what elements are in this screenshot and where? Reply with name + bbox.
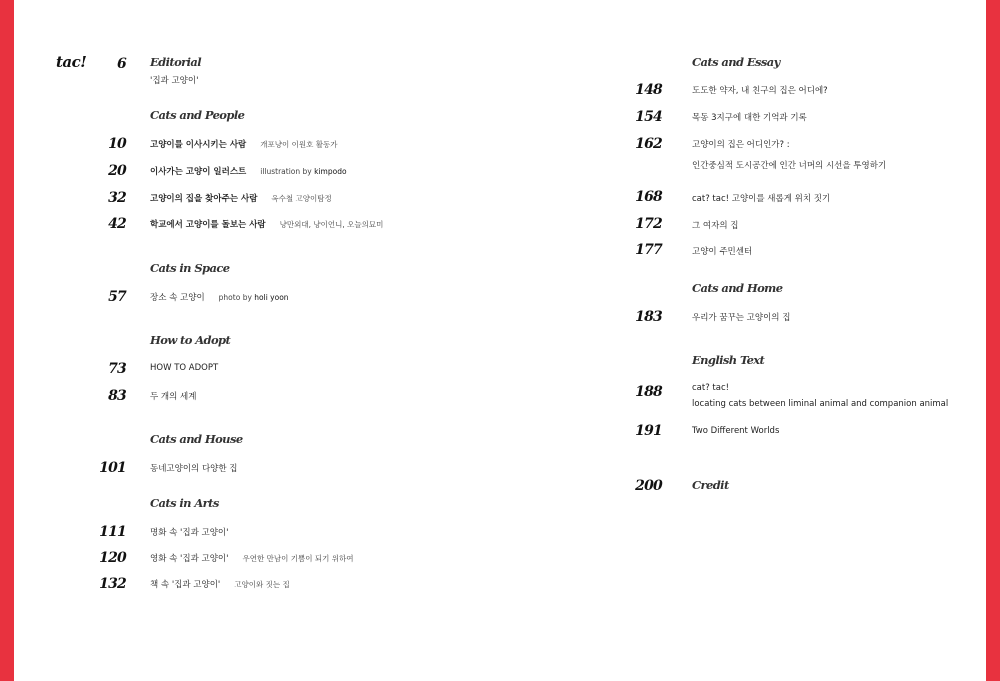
toc-entry[interactable] — [150, 165, 347, 177]
toc-entry-subtitle: 개포냥이 이원호 활동가 — [260, 140, 338, 149]
section-heading-cats-in-arts: Cats in Arts — [150, 496, 219, 510]
page-number: 200 — [635, 478, 662, 494]
toc-entry-title[interactable]: HOW TO ADOPT — [150, 363, 219, 373]
red-edge-right — [986, 0, 1000, 681]
section-heading-cats-and-home: Cats and Home — [692, 281, 783, 295]
toc-entry-title: '집과 고양이' — [150, 76, 199, 86]
toc-entry-title: 영화 속 '집과 고양이' — [150, 554, 229, 564]
toc-entry-title[interactable]: 목동 3지구에 대한 기억과 기록 — [692, 113, 807, 123]
page-number: 101 — [99, 460, 126, 476]
brand-logo: tac! — [56, 53, 87, 71]
toc-entry[interactable] — [150, 578, 290, 590]
page-number: 191 — [635, 423, 662, 439]
toc-entry-title[interactable]: Two Different Worlds — [692, 426, 780, 436]
page-number: 111 — [99, 524, 126, 540]
toc-entry-title[interactable]: 동네고양이의 다양한 집 — [150, 464, 238, 474]
toc-entry[interactable] — [150, 552, 353, 564]
section-heading-credit[interactable]: Credit — [692, 478, 729, 492]
toc-entry-title: 이사가는 고양이 일러스트 — [150, 167, 247, 177]
toc-entry-title[interactable]: cat? tac! — [692, 383, 730, 393]
toc-entry-title[interactable]: 고양이 주민센터 — [692, 247, 753, 257]
toc-entry-title[interactable]: 명화 속 '집과 고양이' — [150, 528, 229, 538]
section-heading-cats-in-space: Cats in Space — [150, 261, 230, 275]
toc-entry-title: 장소 속 고양이 — [150, 293, 205, 303]
toc-entry[interactable] — [150, 218, 383, 230]
page-number: 6 — [117, 56, 126, 72]
toc-entry-title: 책 속 '집과 고양이' — [150, 580, 221, 590]
section-heading-editorial: Editorial — [150, 55, 202, 69]
page-number: 148 — [635, 82, 662, 98]
page-number: 57 — [108, 289, 126, 305]
page-number: 32 — [108, 190, 126, 206]
page-number: 154 — [635, 109, 662, 125]
toc-entry[interactable] — [150, 192, 332, 204]
page-number: 42 — [108, 216, 126, 232]
credit-prefix: illustration by — [260, 167, 312, 176]
section-heading-cats-and-people: Cats and People — [150, 108, 245, 122]
toc-entry-title: 학교에서 고양이를 돌보는 사람 — [150, 220, 266, 230]
toc-entry-title[interactable]: cat? tac! 고양이를 새롭게 위치 짓기 — [692, 194, 831, 204]
toc-entry-subtitle: 고양이와 짓는 집 — [234, 580, 290, 589]
section-heading-english-text: English Text — [692, 353, 765, 367]
toc-entry-title-line2: locating cats between liminal animal and companion animal — [692, 399, 949, 409]
toc-entry-subtitle: 냥만외대, 냥이언니, 오늘의묘미 — [279, 220, 384, 229]
credit-name: kimpodo — [314, 167, 347, 176]
page-number: 183 — [635, 309, 662, 325]
section-heading-cats-and-house: Cats and House — [150, 432, 243, 446]
credit-name: holi yoon — [254, 293, 289, 302]
toc-entry[interactable] — [150, 291, 289, 303]
page-number: 168 — [635, 189, 662, 205]
page-number: 120 — [99, 550, 126, 566]
toc-entry-subtitle: 우연한 만남이 기쁨이 되기 위하여 — [242, 554, 354, 563]
section-heading-cats-and-essay: Cats and Essay — [692, 55, 780, 69]
toc-entry-title: 고양이를 이사시키는 사람 — [150, 140, 247, 150]
toc-entry-title-line2: 인간중심적 도시공간에 인간 너머의 시선을 투영하기 — [692, 161, 887, 171]
toc-entry-title[interactable]: 고양이의 집은 어디인가? : — [692, 140, 790, 150]
toc-entry-title[interactable]: 그 여자의 집 — [692, 221, 739, 231]
section-heading-how-to-adopt: How to Adopt — [150, 333, 231, 347]
credit-prefix: photo by — [218, 293, 252, 302]
toc-entry-title: 고양이의 집을 찾아주는 사람 — [150, 194, 258, 204]
red-edge-left — [0, 0, 14, 681]
toc-entry-title[interactable]: 두 개의 세계 — [150, 392, 197, 402]
page-number: 132 — [99, 576, 126, 592]
page-number: 177 — [635, 242, 662, 258]
page-number: 188 — [635, 384, 662, 400]
page-number: 20 — [108, 163, 126, 179]
toc-entry[interactable] — [150, 138, 337, 150]
toc-entry-title[interactable]: 우리가 꿈꾸는 고양이의 집 — [692, 313, 791, 323]
page-number: 162 — [635, 136, 662, 152]
page-number: 10 — [108, 136, 126, 152]
page-number: 172 — [635, 216, 662, 232]
toc-entry-subtitle: 옥수철 고양이탐정 — [271, 194, 332, 203]
page-number: 83 — [108, 388, 126, 404]
page-number: 73 — [108, 361, 126, 377]
toc-entry-title[interactable]: 도도한 약자, 내 친구의 집은 어디에? — [692, 86, 828, 96]
